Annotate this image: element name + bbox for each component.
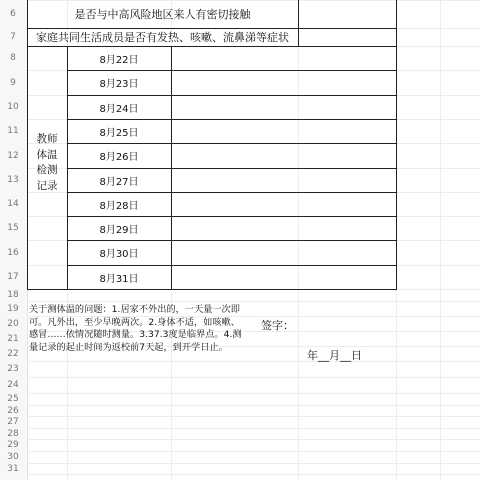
row-number[interactable]: 11 <box>7 126 19 136</box>
grid-line <box>27 405 480 406</box>
grid-line <box>27 301 480 302</box>
row-number[interactable]: 24 <box>7 380 19 390</box>
date-cell[interactable]: 8月29日 <box>99 224 139 236</box>
row-number[interactable]: 23 <box>7 364 19 374</box>
row-number[interactable]: 21 <box>7 333 19 344</box>
row-number[interactable]: 30 <box>7 452 19 462</box>
question-cell[interactable]: 是否与中高风险地区来人有密切接触 <box>74 8 251 21</box>
date-cell[interactable]: 8月25日 <box>99 127 139 139</box>
table-border <box>396 0 397 290</box>
row-number[interactable]: 9 <box>10 77 16 88</box>
table-border <box>27 289 397 290</box>
row-number[interactable]: 18 <box>7 290 19 300</box>
signature-label[interactable]: 签字： <box>261 319 294 332</box>
row-number[interactable]: 26 <box>7 405 19 416</box>
grid-line <box>27 474 480 475</box>
date-cell[interactable]: 8月28日 <box>99 200 139 212</box>
row-number[interactable]: 10 <box>7 102 19 112</box>
date-cell[interactable]: 8月23日 <box>99 79 139 90</box>
row-number[interactable]: 12 <box>7 150 19 161</box>
row-number[interactable]: 19 <box>7 303 19 314</box>
row-number[interactable]: 22 <box>7 348 19 359</box>
table-border <box>298 0 299 46</box>
row-number[interactable]: 25 <box>7 394 19 404</box>
question-cell[interactable]: 家庭共同生活成员是否有发热、咳嗽、流鼻涕等症状 <box>36 31 289 44</box>
row-number[interactable]: 16 <box>7 247 19 258</box>
row-number[interactable]: 29 <box>7 440 19 450</box>
grid-line <box>27 377 480 378</box>
date-line[interactable]: 年__月__日 <box>307 349 362 362</box>
row-number[interactable]: 15 <box>7 223 19 233</box>
row-number[interactable]: 28 <box>7 428 19 439</box>
row-number[interactable]: 13 <box>7 175 19 185</box>
grid-column-line <box>440 0 441 480</box>
row-number[interactable]: 7 <box>10 32 16 42</box>
grid-line <box>27 463 480 464</box>
row-number[interactable]: 31 <box>7 463 19 474</box>
row-number[interactable]: 27 <box>7 417 19 427</box>
grid-line <box>27 393 480 394</box>
row-number[interactable]: 14 <box>7 199 19 209</box>
grid-line <box>27 428 480 429</box>
temperature-note[interactable]: 关于测体温的问题：1.居家不外出的，一天量一次即可。凡外出，至少早晚两次。2.身体不适，如咳嗽、感冒……依情况随时测量。3.37.3度是临界点。4.测量记录的起止时间为返校前7天起，到开学日止。 <box>29 304 242 353</box>
row-number[interactable]: 17 <box>7 272 19 282</box>
date-cell[interactable]: 8月27日 <box>99 176 139 188</box>
section-label: 教师 体温 检测 记录 <box>36 133 58 192</box>
date-cell[interactable]: 8月22日 <box>99 54 139 66</box>
grid-line <box>27 361 480 362</box>
grid-line <box>27 439 480 440</box>
date-cell[interactable]: 8月26日 <box>99 152 139 163</box>
grid-line <box>27 451 480 452</box>
row-number[interactable]: 8 <box>10 53 16 63</box>
row-number[interactable]: 6 <box>10 9 16 19</box>
date-cell[interactable]: 8月31日 <box>99 273 139 285</box>
date-cell[interactable]: 8月24日 <box>99 103 139 115</box>
row-number[interactable]: 20 <box>7 318 19 329</box>
date-cell[interactable]: 8月30日 <box>99 249 139 260</box>
grid-line <box>27 416 480 417</box>
